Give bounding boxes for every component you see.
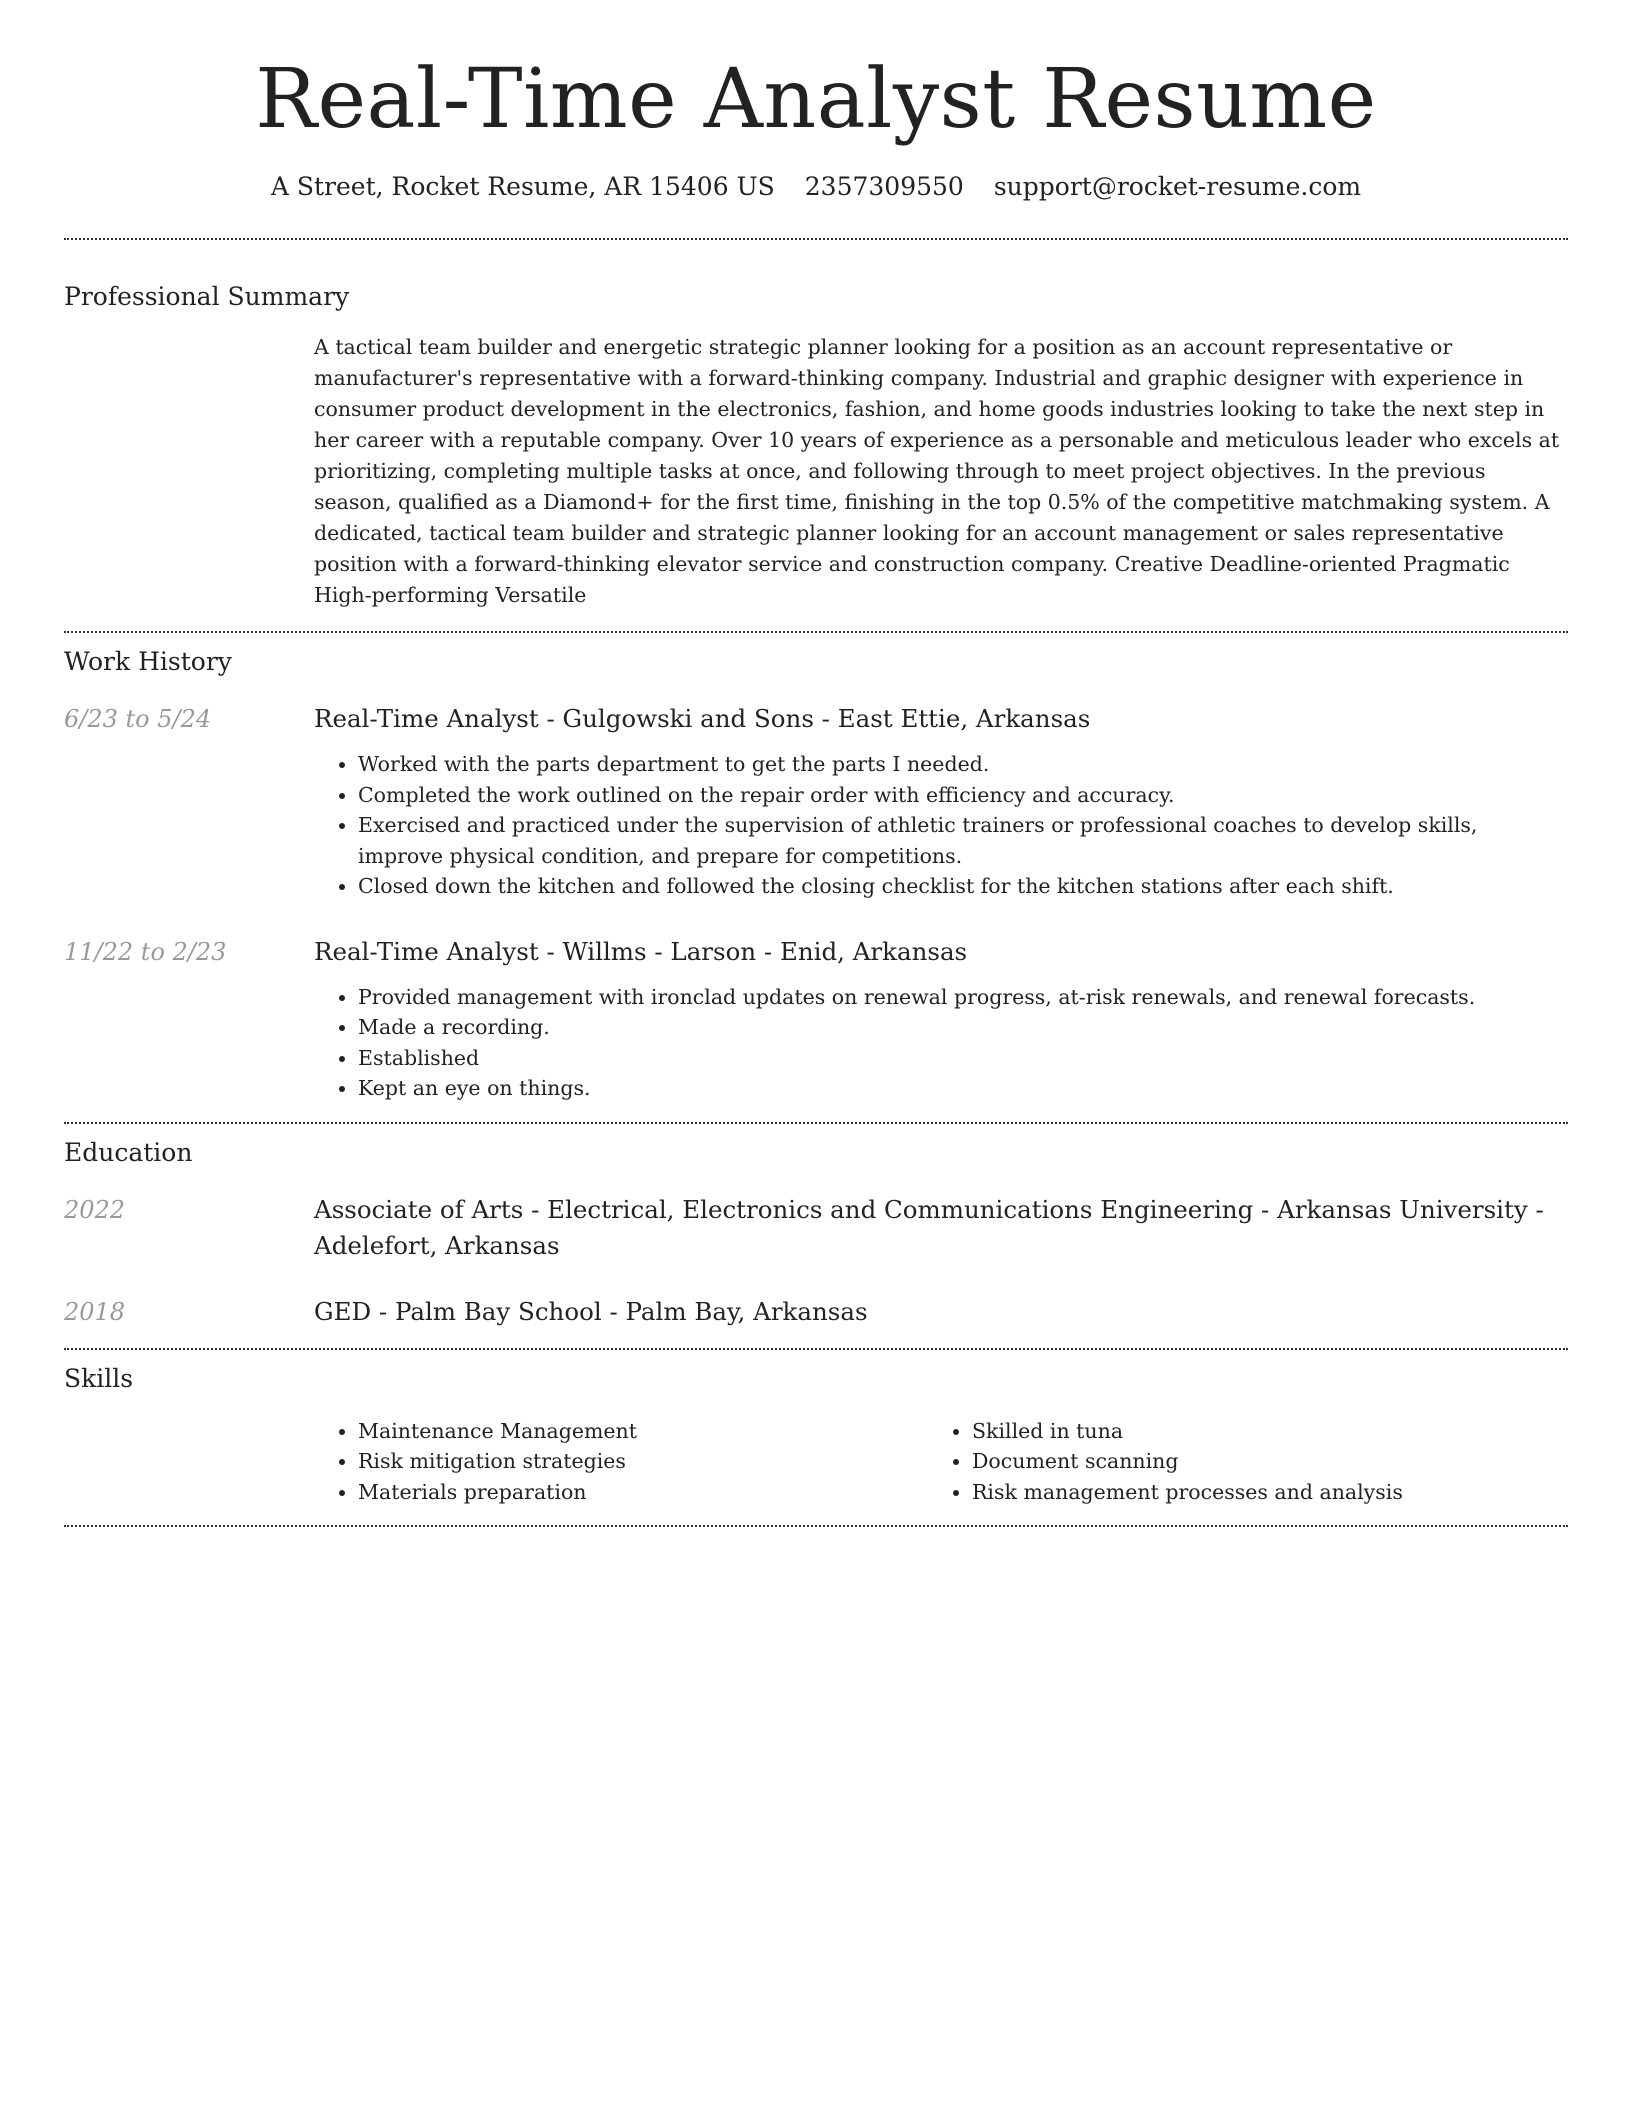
education-body (314, 1294, 1568, 1330)
summary-heading: Professional Summary (64, 282, 350, 311)
section-divider (64, 1525, 1568, 1527)
job-bullet: • Closed down the kitchen and followed the closing checklist for the kitchen stations after each shift. (358, 871, 1568, 902)
section-divider (64, 238, 1568, 240)
section-divider (64, 1348, 1568, 1350)
education-heading-text: Associate of Arts - Electrical, Electronics and Communications Engineering - Arkansas University - Adelefort, Arkansas (314, 1194, 1544, 1260)
skill-item: • Skilled in tuna (972, 1416, 1542, 1447)
skill-item: • Maintenance Management (358, 1416, 928, 1447)
job-heading: Real-Time Analyst - Willms - Larson - Enid, Arkansas (314, 936, 968, 966)
education-body (314, 1192, 1568, 1264)
job-bullets (314, 982, 1568, 1104)
skills-column-left (314, 1416, 928, 1508)
job-body (314, 701, 1568, 902)
education-entry (64, 1294, 1568, 1330)
contact-email: support@rocket-resume.com (993, 172, 1362, 201)
contact-address: A Street, Rocket Resume, AR 15406 US (270, 172, 775, 201)
job-bullet: • Provided management with ironclad updates on renewal progress, at-risk renewals, and renewal forecasts. (358, 982, 1568, 1013)
section-divider (64, 1122, 1568, 1124)
skill-item: • Risk management processes and analysis (972, 1477, 1542, 1508)
contact-phone: 2357309550 (804, 172, 964, 201)
skills-column-right (928, 1416, 1542, 1508)
work-history-heading: Work History (64, 647, 232, 676)
job-bullet: • Established (358, 1043, 1568, 1074)
job-bullet: • Exercised and practiced under the supervision of athletic trainers or professional coaches to develop skills, improve physical condition, and prepare for competitions. (358, 810, 1568, 871)
job-bullet: • Made a recording. (358, 1012, 1568, 1043)
skill-item: • Document scanning (972, 1446, 1542, 1477)
education-entry (64, 1192, 1568, 1264)
job-bullet: • Completed the work outlined on the repair order with efficiency and accuracy. (358, 780, 1568, 811)
skill-item: • Materials preparation (358, 1477, 928, 1508)
skills-list (314, 1416, 1568, 1508)
job-dates: 6/23 to 5/24 (64, 705, 212, 733)
summary-text: A tactical team builder and energetic strategic planner looking for a position as an account representative or manufacturer's representative with a forward-thinking company. Industrial and graphic designer with experience in consumer product development in the electronics, fashion, and home goods industries looking to take the next step in her career with a reputable company. Over 10 years of experience as a personable and meticulous leader who excels at prioritizing, completing multiple tasks at once, and following through to meet project objectives. In the previous season, qualified as a Diamond+ for the first time, finishing in the top 0.5% of the competitive matchmaking system. A dedicated, tactical team builder and strategic planner looking for an account management or sales representative position with a forward-thinking elevator service and construction company. Creative Deadline-oriented Pragmatic High-performing Versatile (314, 335, 1560, 607)
job-bullet: • Kept an eye on things. (358, 1073, 1568, 1104)
education-heading-text: GED - Palm Bay School - Palm Bay, Arkansas (314, 1296, 868, 1326)
section-divider (64, 631, 1568, 633)
education-heading: Education (64, 1137, 193, 1167)
job-bullet: • Worked with the parts department to get the parts I needed. (358, 749, 1568, 780)
resume-title: Real-Time Analyst Resume (255, 52, 1377, 147)
education-year: 2018 (64, 1297, 126, 1326)
job-entry (64, 934, 1568, 1104)
job-entry (64, 701, 1568, 902)
skills-heading: Skills (64, 1363, 134, 1393)
contact-line (64, 170, 1568, 204)
skill-item: • Risk mitigation strategies (358, 1446, 928, 1477)
job-body (314, 934, 1568, 1104)
job-bullets (314, 749, 1568, 902)
job-heading: Real-Time Analyst - Gulgowski and Sons - East Ettie, Arkansas (314, 704, 1091, 733)
job-dates: 11/22 to 2/23 (64, 937, 227, 966)
education-year: 2022 (64, 1195, 126, 1224)
